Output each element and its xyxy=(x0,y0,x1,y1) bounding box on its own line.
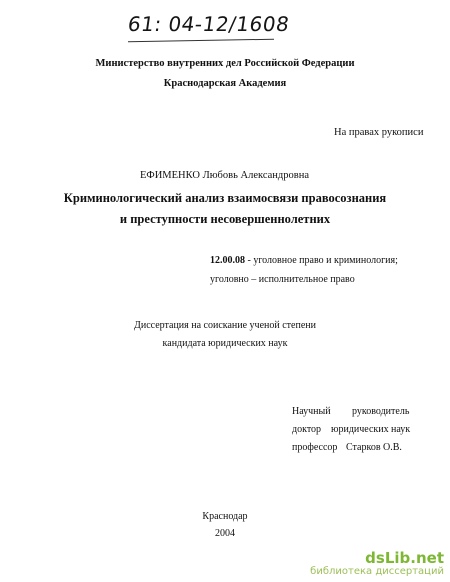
supervisor-label-word-2: руководитель xyxy=(352,406,410,417)
author-given-names: Любовь Александровна xyxy=(202,170,309,181)
specialty-line-1 xyxy=(210,255,398,266)
specialty-name-part-1: - уголовное право и криминология; xyxy=(245,255,398,266)
watermark-logo: dsLib.net xyxy=(365,549,444,567)
thesis-title-line-1: Криминологический анализ взаимосвязи правосознания xyxy=(63,191,387,205)
specialty-line-2: уголовно – исполнительное право xyxy=(210,274,355,285)
city: Краснодар xyxy=(202,511,248,522)
watermark-subtitle: библиотека диссертаций xyxy=(310,566,444,577)
supervisor-name: Старков О.В. xyxy=(346,442,402,453)
dslib-watermark xyxy=(310,550,444,578)
supervisor-degree-word-2: юридических xyxy=(331,424,389,435)
dissertation-statement-line-2: кандидата юридических наук xyxy=(162,338,288,349)
thesis-title-line-2: и преступности несовершеннолетних xyxy=(119,212,331,226)
ministry-heading: Министерство внутренних дел Российской Федерации xyxy=(95,58,355,69)
year: 2004 xyxy=(215,528,235,539)
author-surname: ЕФИМЕНКО xyxy=(140,170,200,181)
handwritten-catalog-stamp: 61: 04-12/1608 xyxy=(126,12,291,36)
academy-heading: Краснодарская Академия xyxy=(163,78,287,89)
supervisor-degree-word-1: доктор xyxy=(292,424,322,435)
supervisor-label-word-1: Научный xyxy=(292,406,331,417)
author-name xyxy=(140,170,309,181)
supervisor-title: профессор xyxy=(292,442,338,453)
dissertation-statement-line-1: Диссертация на соискание ученой степени xyxy=(134,320,316,331)
stamp-underline xyxy=(128,39,274,43)
specialty-code: 12.00.08 xyxy=(210,255,245,266)
rights-note: На правах рукописи xyxy=(334,127,424,138)
supervisor-degree-word-3: наук xyxy=(391,424,411,435)
